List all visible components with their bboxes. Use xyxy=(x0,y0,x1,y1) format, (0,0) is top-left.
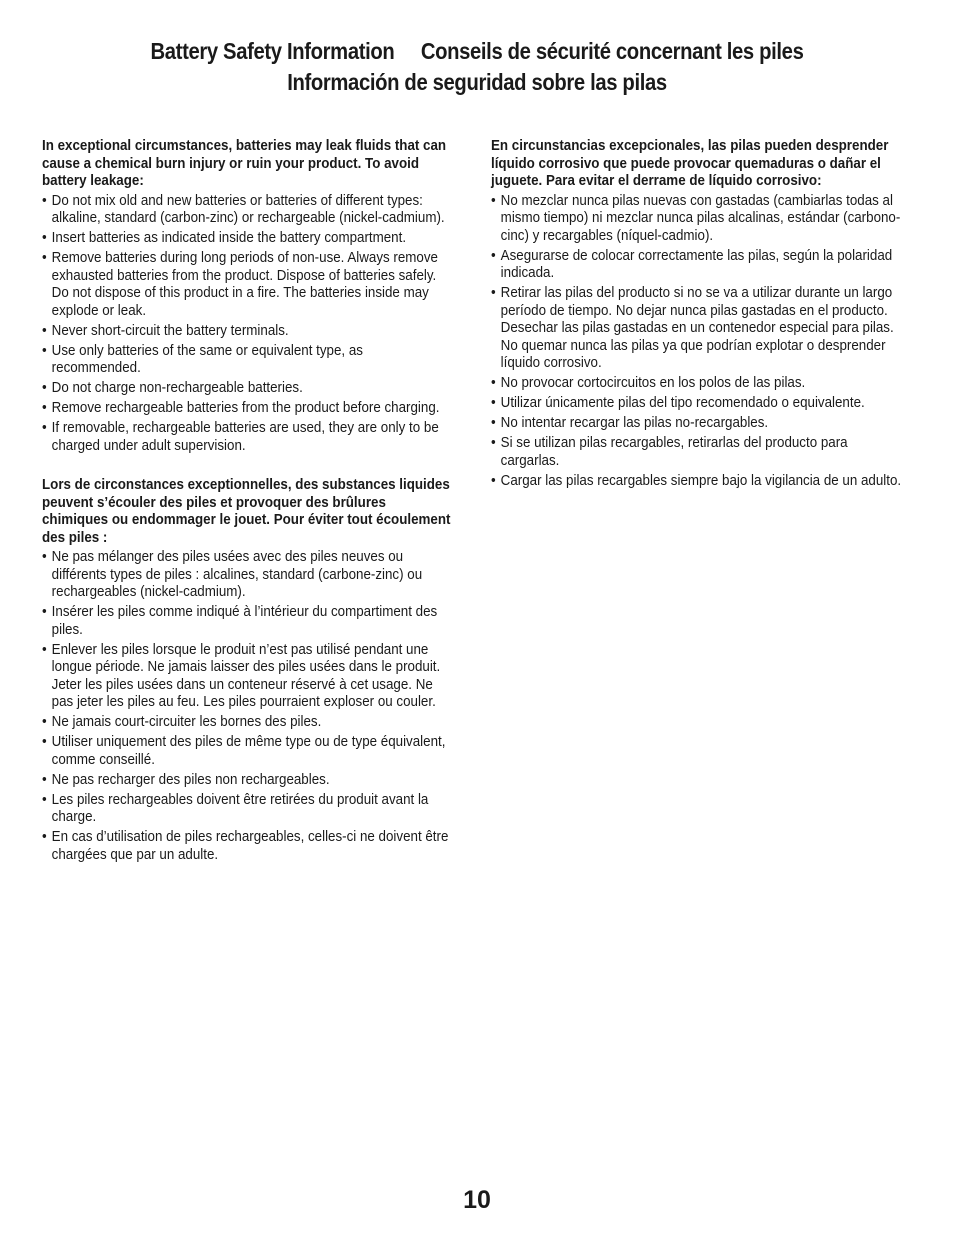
french-bullet: • Enlever les piles lorsque le produit n’est pas utilisé pendant une longue période. Ne jamais laisser des piles usées dans le produit. Jeter les piles usées dans un conteneur réservé à cet usage. Ne pas jeter les piles au feu. Les piles pourraient exploser ou couler. xyxy=(42,641,456,711)
spanish-bullet: • No mezclar nunca pilas nuevas con gastadas (cambiarlas todas al mismo tiempo) ni mezclar nunca pilas alcalinas, estándar (carbono-cinc) y recargables (níquel-cadmio). xyxy=(491,192,905,245)
left-column xyxy=(42,137,456,885)
spanish-bullet: • Si se utilizan pilas recargables, retirarlas del producto para cargarlas. xyxy=(491,434,905,469)
english-bullet: • Never short-circuit the battery terminals. xyxy=(42,322,456,340)
page-number: 10 xyxy=(463,1186,491,1214)
page-header xyxy=(57,36,897,98)
spanish-bullet-list xyxy=(491,192,905,490)
spanish-bullet: • No provocar cortocircuitos en los polos de las pilas. xyxy=(491,374,905,392)
english-bullet: • Insert batteries as indicated inside the battery compartment. xyxy=(42,229,456,247)
french-bullet: • Ne jamais court-circuiter les bornes des piles. xyxy=(42,713,456,731)
english-bullet: • Remove batteries during long periods of non-use. Always remove exhausted batteries from the product. Dispose of batteries safely. Do not dispose of this product in a fire. The batteries inside may explode or leak. xyxy=(42,249,456,319)
spanish-bullet: • Asegurarse de colocar correctamente las pilas, según la polaridad indicada. xyxy=(491,247,905,282)
spanish-bullet: • Utilizar únicamente pilas del tipo recomendado o equivalente. xyxy=(491,394,905,412)
title-spanish: Información de seguridad sobre las pilas xyxy=(287,69,667,95)
header-line-2 xyxy=(57,67,897,98)
french-bullet: • Les piles rechargeables doivent être retirées du produit avant la charge. xyxy=(42,791,456,826)
french-bullet: • Insérer les piles comme indiqué à l’intérieur du compartiment des piles. xyxy=(42,603,456,638)
spanish-intro: En circunstancias excepcionales, las pilas pueden desprender líquido corrosivo que puede provocar quemaduras o dañar el juguete. Para evitar el derrame de líquido corrosivo: xyxy=(491,137,889,189)
english-bullet: • Use only batteries of the same or equivalent type, as recommended. xyxy=(42,342,456,377)
title-english: Battery Safety Information xyxy=(150,38,395,64)
french-intro: Lors de circonstances exceptionnelles, des substances liquides peuvent s’écouler des piles et provoquer des brûlures chimiques ou endommager le jouet. Pour éviter tout écoulement des piles : xyxy=(42,476,451,546)
french-bullet: • Ne pas mélanger des piles usées avec des piles neuves ou différents types de piles : alcalines, standard (carbone-zinc) ou rechargeables (nickel-cadmium). xyxy=(42,548,456,601)
french-bullet: • Utiliser uniquement des piles de même type ou de type équivalent, comme conseillé. xyxy=(42,733,456,768)
english-bullet: • If removable, rechargeable batteries are used, they are only to be charged under adult supervision. xyxy=(42,419,456,454)
french-bullet: • En cas d’utilisation de piles rechargeables, celles-ci ne doivent être chargées que par un adulte. xyxy=(42,828,456,863)
spanish-bullet: • No intentar recargar las pilas no-recargables. xyxy=(491,414,905,432)
english-intro: In exceptional circumstances, batteries may leak fluids that can cause a chemical burn injury or ruin your product. To avoid battery leakage: xyxy=(42,137,447,189)
header-line-1 xyxy=(57,36,897,67)
english-bullet: • Do not mix old and new batteries or batteries of different types: alkaline, standard (carbon-zinc) or rechargeable (nickel-cadmium). xyxy=(42,192,456,227)
spanish-section xyxy=(491,137,905,489)
english-bullet-list xyxy=(42,192,456,455)
title-french: Conseils de sécurité concernant les piles xyxy=(420,38,804,64)
english-bullet: • Do not charge non-rechargeable batteries. xyxy=(42,379,456,397)
french-bullet: • Ne pas recharger des piles non rechargeables. xyxy=(42,771,456,789)
spanish-bullet: • Retirar las pilas del producto si no se va a utilizar durante un largo período de tiempo. No dejar nunca pilas gastadas en el producto. Desechar las pilas gastadas en un contenedor especial para pilas. No quemar nunca las pilas ya que podrían explotar o desprender líquido corrosivo. xyxy=(491,284,905,372)
english-bullet: • Remove rechargeable batteries from the product before charging. xyxy=(42,399,456,417)
spanish-bullet: • Cargar las pilas recargables siempre bajo la vigilancia de un adulto. xyxy=(491,472,905,490)
english-section xyxy=(42,137,456,454)
right-column xyxy=(491,137,905,511)
french-section xyxy=(42,476,456,863)
french-bullet-list xyxy=(42,548,456,863)
